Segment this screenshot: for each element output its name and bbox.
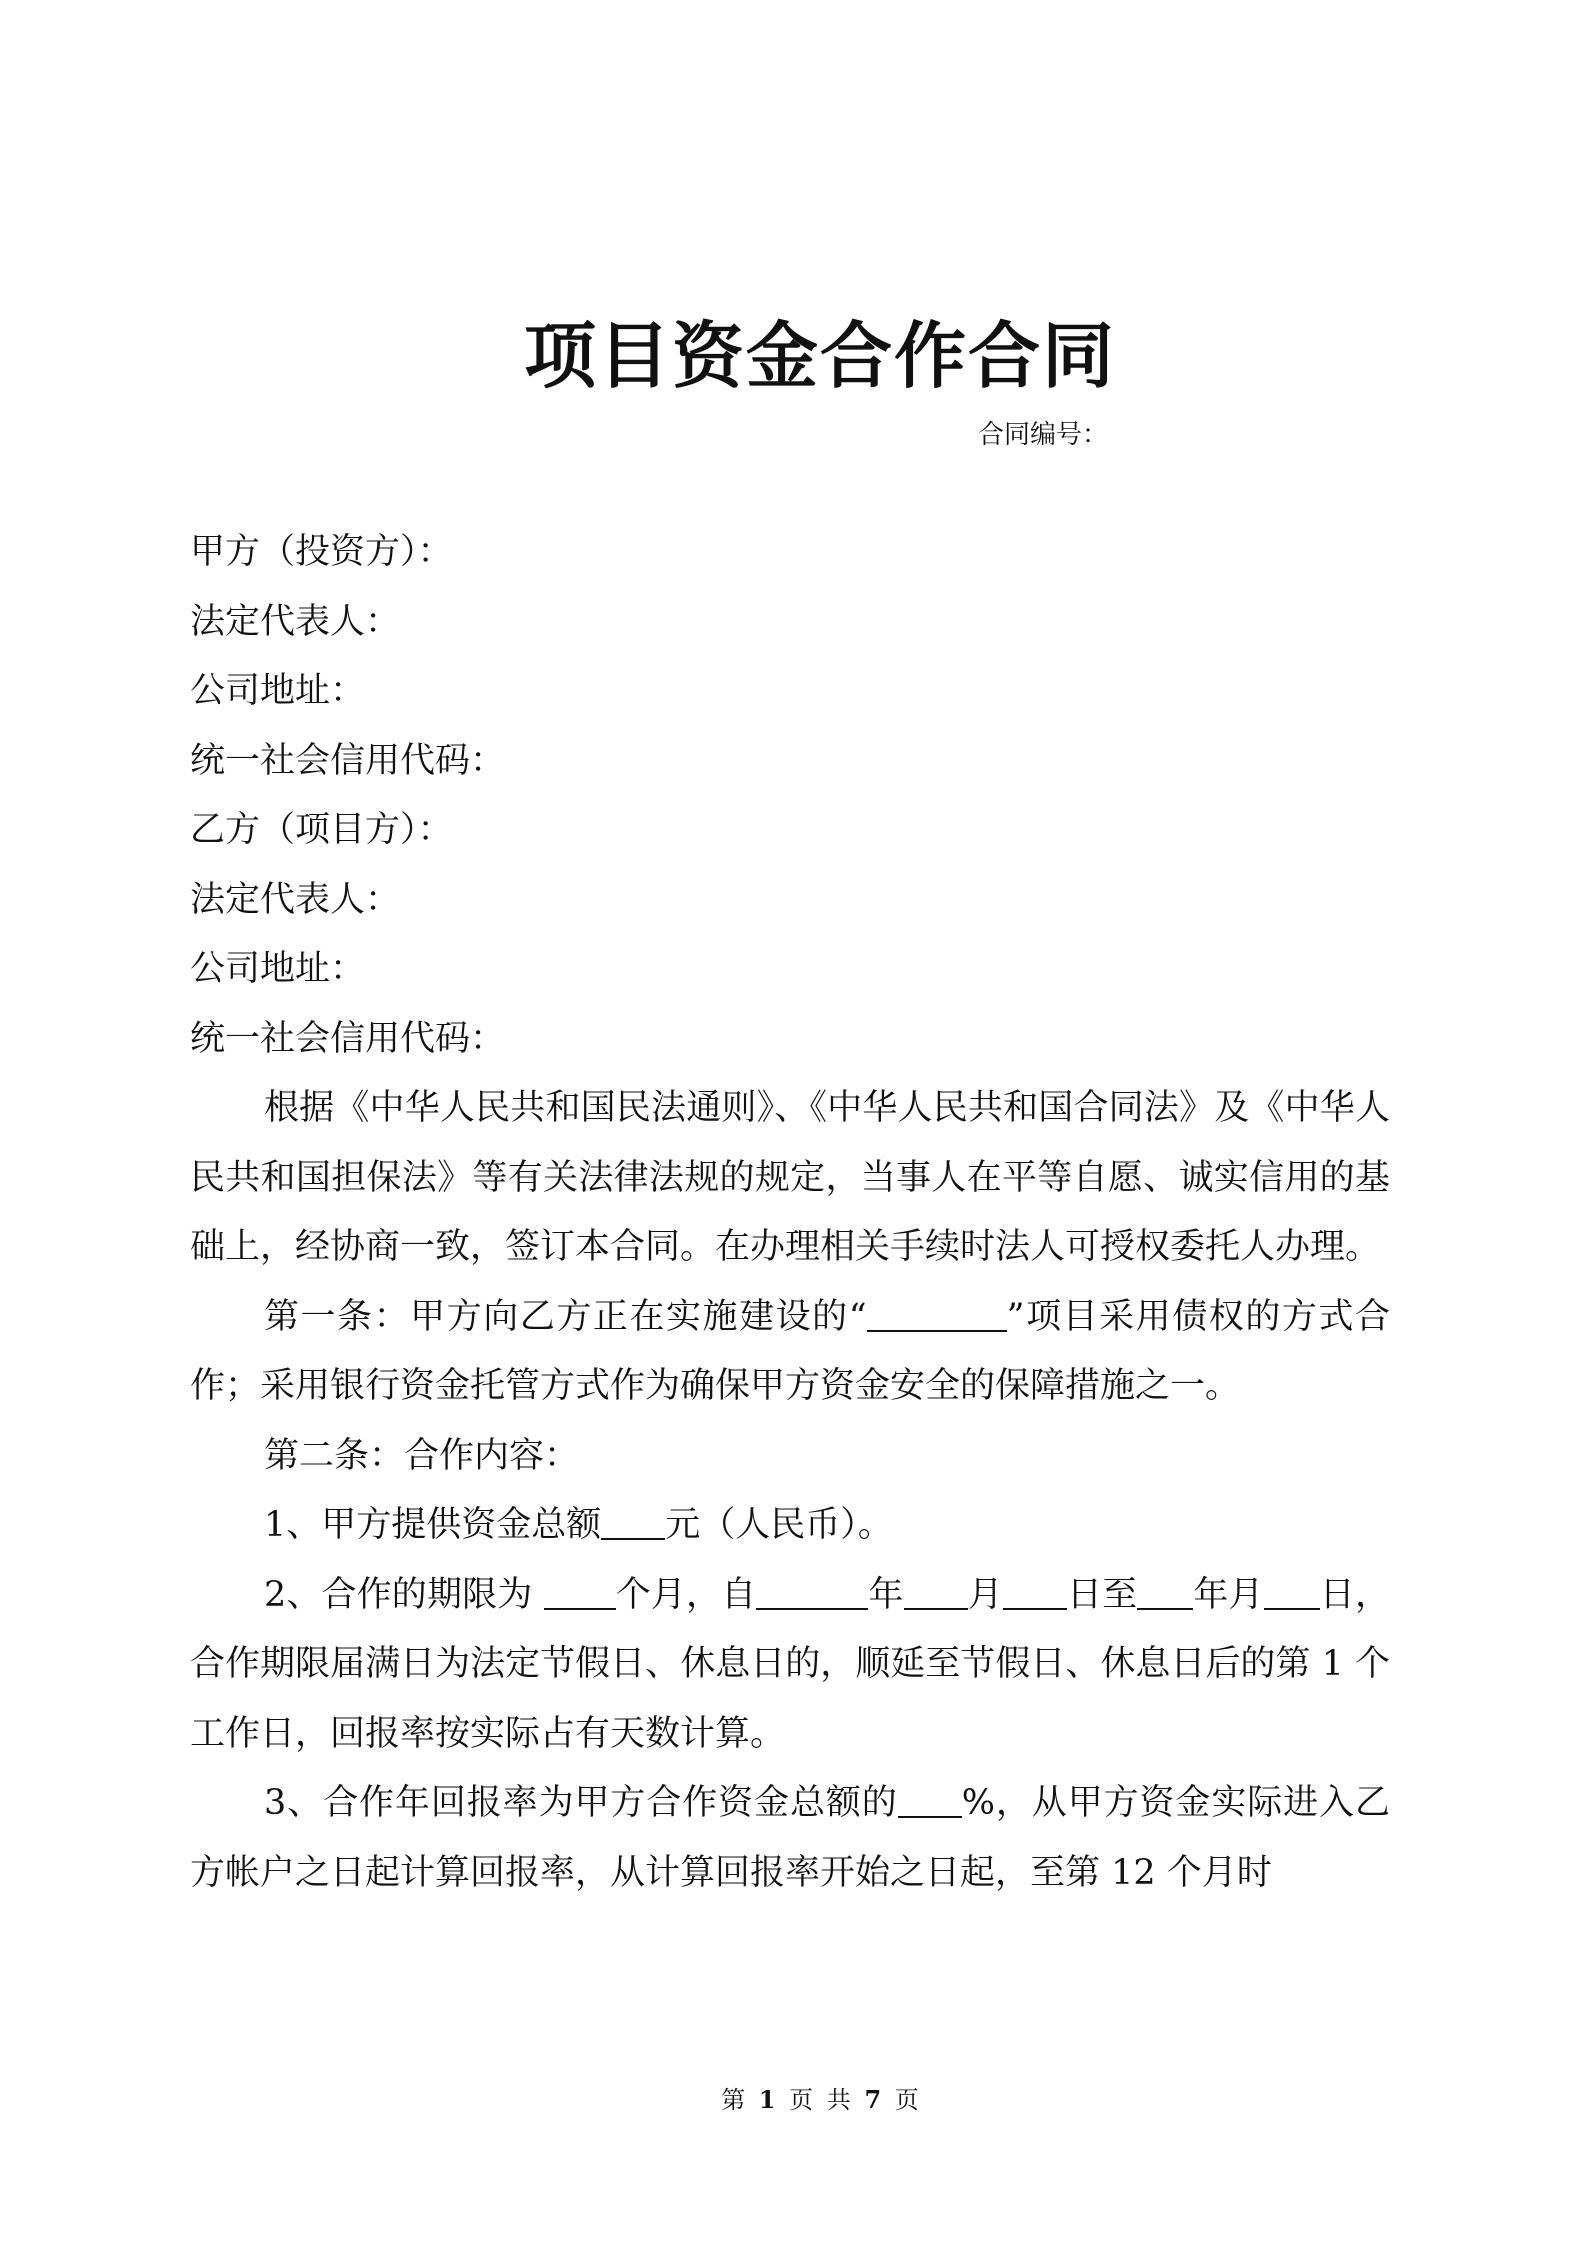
start-day-blank (1003, 1572, 1067, 1610)
total-pages-number: 7 (864, 2085, 882, 2114)
party-b-label: 乙方（项目方）： (190, 810, 453, 850)
article-1-text-a: 第一条：甲方向乙方正在实施建设的“ (264, 1296, 867, 1337)
item-2-paragraph (190, 1561, 1390, 1770)
project-name-blank (867, 1294, 1007, 1332)
item-1-paragraph (190, 1491, 1390, 1561)
rate-blank (898, 1780, 962, 1818)
item-2-text-a: 2、合作的期限为 (264, 1574, 544, 1615)
party-info-list (190, 518, 505, 1074)
item-3-paragraph (190, 1769, 1390, 1908)
end-year-blank (1137, 1572, 1193, 1610)
party-a-legal-rep-label: 法定代表人： (190, 601, 401, 642)
party-a-credit-code-label: 统一社会信用代码： (190, 740, 506, 781)
item-2-text-d: 月 (967, 1574, 1003, 1615)
article-1-paragraph (190, 1283, 1390, 1422)
item-3-text-a: 3、合作年回报率为甲方合作资金总额的 (264, 1783, 898, 1823)
item-2-text-f: 年月 (1193, 1574, 1264, 1615)
document-title: 项目资金合作合同 (523, 313, 1116, 398)
item-2-text-e: 日至 (1066, 1574, 1138, 1615)
item-1-text-a: 1、甲方提供资金总额 (264, 1505, 602, 1545)
footer-middle: 页 共 (789, 2086, 851, 2114)
preamble-paragraph: 根据《中华人民共和国民法通则》、《中华人民共和国合同法》及《中华人民共和国担保法》等有关法律法规的规定，当事人在平等自愿、诚实信用的基础上，经协商一致，签订本合同。在办理相关手续时法人可授权委托人办理。 (190, 1088, 1390, 1267)
article-2-heading: 第二条：合作内容： (264, 1435, 580, 1476)
item-2-text-c: 年 (868, 1574, 904, 1615)
start-month-blank (904, 1572, 968, 1610)
item-3-text-b: %，从甲方资金实际进入乙方帐户之日起计算回报率，从计算回报率开始之日起，至第 12 个月时 (190, 1783, 1390, 1893)
party-b-address-label: 公司地址： (190, 949, 366, 989)
contract-body (190, 1074, 1390, 1908)
page-footer (0, 2084, 1586, 2116)
party-b-credit-code-label: 统一社会信用代码： (190, 1018, 506, 1059)
party-a-label: 甲方（投资方）： (190, 532, 453, 572)
item-2-text-b: 个月，自 (615, 1574, 757, 1615)
end-day-blank (1264, 1572, 1320, 1610)
amount-blank (601, 1502, 665, 1540)
months-blank (544, 1572, 616, 1610)
article-1-text-b: ”项目采用债权的方式合作；采用银行资金托管方式作为确保甲方资金安全的保障措施之一。 (190, 1296, 1390, 1406)
item-1-text-b: 元（人民币）。 (665, 1505, 893, 1545)
current-page-number: 1 (758, 2085, 776, 2114)
party-b-legal-rep-label: 法定代表人： (190, 879, 401, 920)
footer-prefix: 第 (721, 2086, 746, 2114)
start-year-blank (756, 1572, 868, 1610)
party-a-address-label: 公司地址： (190, 671, 366, 711)
item-2-text-g: 日，合作期限届满日为法定节假日、休息日的，顺延至节假日、休息日后的第 1 个工作日，回报率按实际占有天数计算。 (190, 1574, 1390, 1754)
footer-suffix: 页 (894, 2086, 919, 2114)
contract-number-label: 合同编号： (978, 420, 1109, 450)
